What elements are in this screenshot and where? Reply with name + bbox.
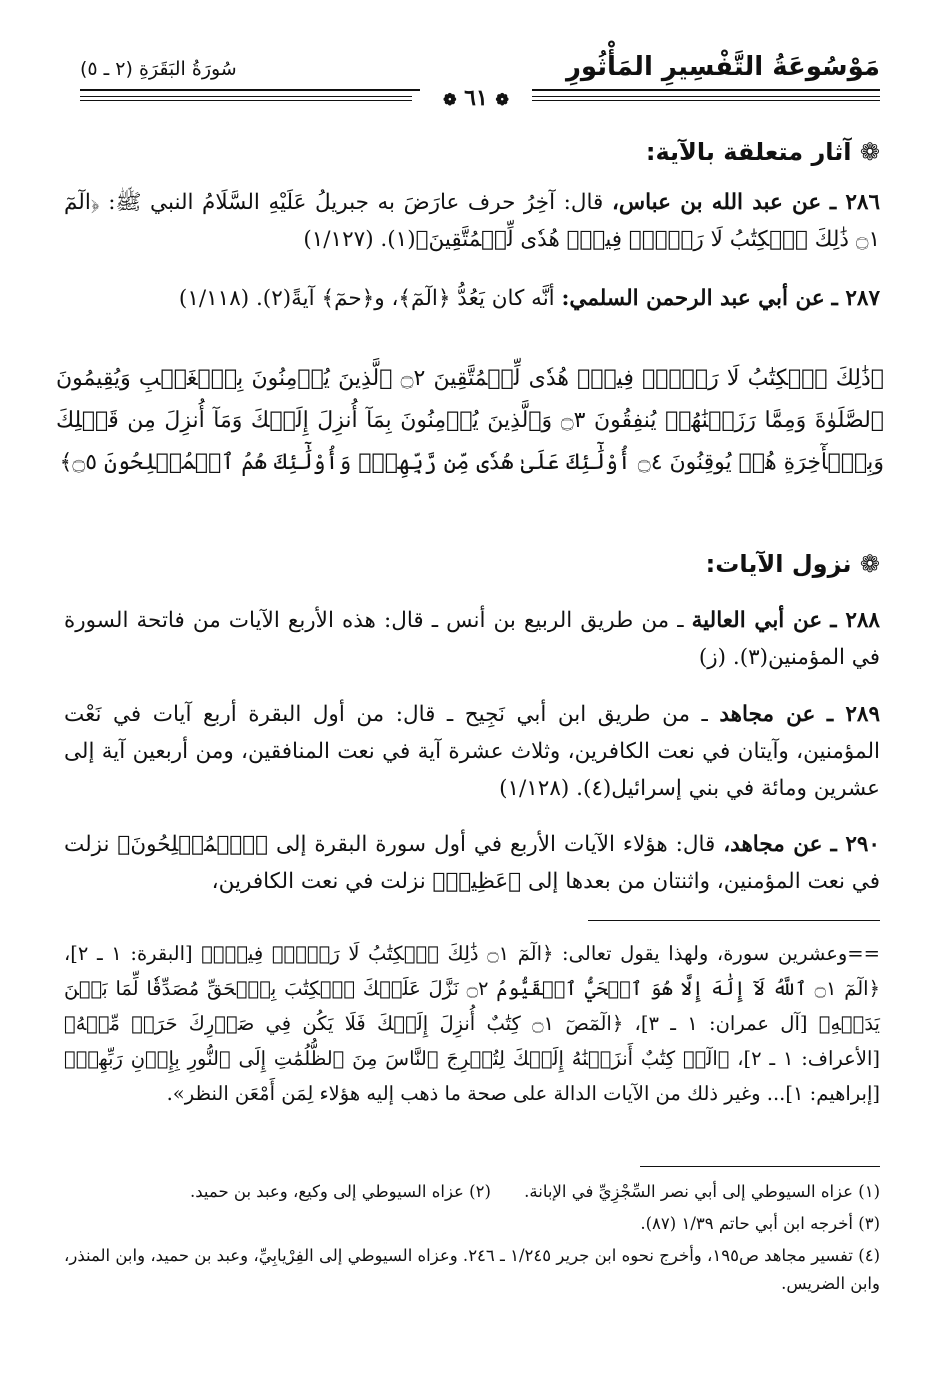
entry-text: أنَّه كان يَعُدُّ ﴿الٓمٓ﴾، و﴿حمٓ﴾ آيةً(٢). (١/١١٨): [178, 286, 555, 311]
entry-text: ـ من طريق ابن أبي نَجِيح ـ قال: من أول البقرة أربع آيات في نَعْت المؤمنين، وآيتان في نعت الكافرين، وثلاث عشرة آية في نعت المنافقين، ومن أربعين آية إلى عشرين ومائة في بني إسرائيل(٤). (١/١٢٨): [64, 702, 880, 801]
entry-289: [64, 696, 880, 807]
quran-verses-block: ﴿ذَٰلِكَ ٱلۡكِتَٰبُ لَا رَيۡبَۛ فِيهِۛ هُدٗى لِّلۡمُتَّقِينَ ۝٢ ٱلَّذِينَ يُؤۡمِنُونَ بِٱلۡغَيۡبِ وَيُقِيمُونَ ٱلصَّلَوٰةَ وَمِمَّا رَزَقۡنَٰهُمۡ يُنفِقُونَ ۝٣ وَٱلَّذِينَ يُؤۡمِنُونَ بِمَآ أُنزِلَ إِلَيۡكَ وَمَآ أُنزِلَ مِن قَبۡلِكَ وَبِٱلۡأٓخِرَةِ هُمۡ يُوقِنُونَ ۝٤ أُوْلَٰٓئِكَ عَلَىٰ هُدٗى مِّن رَّبِّهِمۡۖ وَأُوْلَٰٓئِكَ هُمُ ٱلۡمُفۡلِحُونَ ۝٥﴾: [56, 366, 885, 475]
book-title: مَوْسُوعَةُ التَّفْسِيرِ المَأْثُورِ: [565, 52, 880, 82]
entry-number: ٢٨٩ ـ: [826, 702, 880, 727]
entry-text: ـ من طريق الربيع بن أنس ـ قال: هذه الأربع الآيات من فاتحة السورة في المؤمنين(٣). (ز): [64, 608, 880, 670]
surah-reference: سُورَةُ البَقَرَةِ (٢ ـ ٥): [80, 58, 237, 80]
entry-290: [64, 826, 880, 900]
section-heading-nuzul: ❁ نزول الآيات:: [705, 550, 880, 578]
continued-note: ==وعشرين سورة، ولهذا يقول تعالى: ﴿الٓمٓ ۝١ ذَٰلِكَ ٱلۡكِتَٰبُ لَا رَيۡبَۛ فِيهِۛ﴾ [البقرة: ١ ـ ٢]، ﴿الٓمٓ ۝١ ٱللَّهُ لَآ إِلَٰهَ إِلَّا هُوَ ٱلۡحَيُّ ٱلۡقَيُّومُ ۝٢ نَزَّلَ عَلَيۡكَ ٱلۡكِتَٰبَ بِٱلۡحَقِّ مُصَدِّقٗا لِّمَا بَيۡنَ يَدَيۡهِ﴾ [آل عمران: ١ ـ ٣]، ﴿الٓمٓصٓ ۝١ كِتَٰبٌ أُنزِلَ إِلَيۡكَ فَلَا يَكُن فِي صَدۡرِكَ حَرَجٞ مِّنۡهُ﴾ [الأعراف: ١ ـ ٢]، ﴿الٓرۚ كِتَٰبٌ أَنزَلۡنَٰهُ إِلَيۡكَ لِتُخۡرِجَ ٱلنَّاسَ مِنَ ٱلظُّلُمَٰتِ إِلَى ٱلنُّورِ بِإِذۡنِ رَبِّهِمۡ﴾ [إبراهيم: ١]... وغير ذلك من الآيات الدالة على صحة ما ذهب إليه هؤلاء لِمَن أَمْعَن النظر».: [64, 942, 880, 1105]
section-heading-athar: ❁ آثار متعلقة بالآية:: [645, 138, 880, 166]
entry-288: [64, 602, 880, 676]
notes-separator: [588, 920, 880, 921]
narrator-name: عن عبد الله بن عباس،: [611, 190, 822, 215]
entry-text: قال: هؤلاء الآيات الأربع في أول سورة البقرة إلى ﴿ٱلۡمُفۡلِحُونَ﴾ نزلت في نعت المؤمنين، واثنتان من بعدها إلى ﴿عَظِيمٞ﴾ نزلت في نعت الكافرين،: [64, 832, 880, 894]
entry-number: ٢٨٨ ـ: [830, 608, 880, 633]
narrator-name: عن أبي العالية: [691, 608, 823, 633]
footnotes-line-1: [64, 1178, 880, 1206]
narrator-name: عن أبي عبد الرحمن السلمي:: [561, 286, 825, 311]
running-header: [80, 52, 880, 112]
entry-number: ٢٨٦ ـ: [829, 190, 881, 215]
footnotes-separator: [640, 1166, 880, 1167]
page-number-block: [420, 85, 532, 111]
header-double-rule-right: [510, 96, 880, 101]
ornament-icon: ❁: [443, 90, 457, 109]
header-double-rule-left: [80, 96, 412, 101]
page-number: ٦١: [464, 85, 488, 111]
entry-number: ٢٩٠ ـ: [830, 832, 880, 857]
footnote-3: (٣) أخرجه ابن أبي حاتم ١/٣٩ (٨٧).: [640, 1214, 880, 1233]
narrator-name: عن مجاهد: [719, 702, 816, 727]
entry-287: [64, 280, 880, 317]
entry-number: ٢٨٧ ـ: [831, 286, 880, 311]
footnote-2: (٢) عزاه السيوطي إلى وكيع، وعبد بن حميد.: [190, 1182, 491, 1201]
entry-286: [64, 184, 880, 258]
footnote-4: (٤) تفسير مجاهد ص١٩٥، وأخرج نحوه ابن جرير ١/٢٤٥ ـ ٢٤٦. وعزاه السيوطي إلى الفِرْيابِيِّ، وعبد بن حميد، وابن المنذر، وابن الضريس.: [64, 1246, 880, 1293]
ornament-icon: ❁: [495, 90, 509, 109]
footnote-1: (١) عزاه السيوطي إلى أبي نصر السِّجْزِيِّ في الإبانة.: [524, 1182, 880, 1201]
entry-text: قال: آخِرُ حرف عارَضَ به جبريلُ عَلَيْهِ السَّلَامُ النبي ﷺ: ﴿الٓمٓ ۝١ ذَٰلِكَ ٱلۡكِتَٰبُ لَا رَيۡبَۛ فِيهِۛ هُدٗى لِّلۡمُتَّقِينَ﴾(١). (١/١٢٧): [64, 190, 880, 252]
narrator-name: عن مجاهد،: [723, 832, 823, 857]
